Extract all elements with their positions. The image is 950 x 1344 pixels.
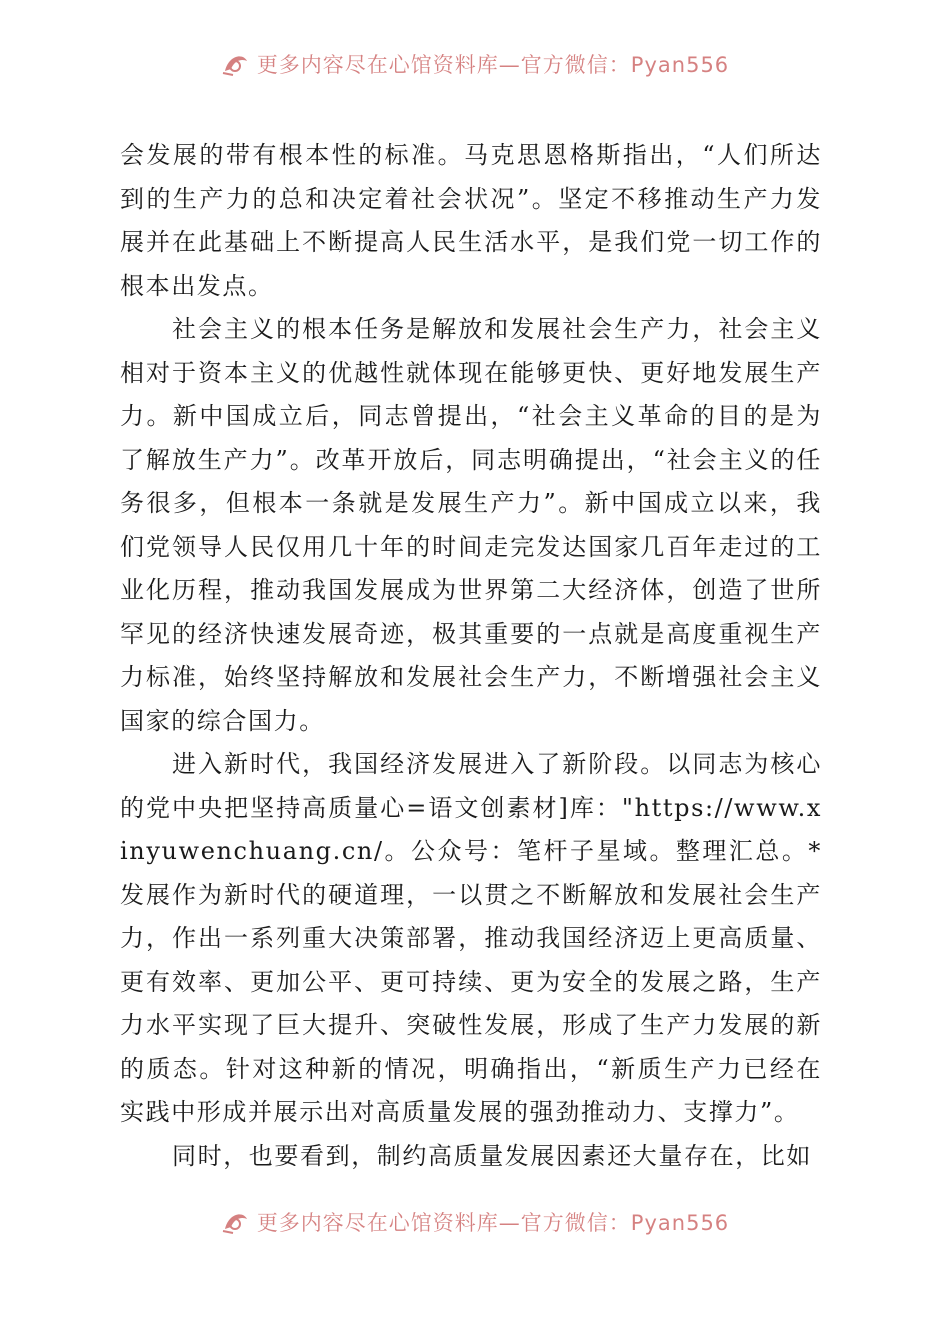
logo-icon [221,51,251,77]
watermark-inner [221,49,729,79]
document-body [120,134,822,1178]
paragraph-1: 会发展的带有根本性的标准。马克思恩格斯指出，“人们所达到的生产力的总和决定着社会状况”。坚定不移推动生产力发展并在此基础上不断提高人民生活水平，是我们党一切工作的根本出发点。 [120,141,822,300]
paragraph-2: 社会主义的根本任务是解放和发展社会生产力，社会主义相对于资本主义的优越性就体现在能够更快、更好地发展生产力。新中国成立后，同志曾提出，“社会主义革命的目的是为了解放生产力”。改革开放后，同志明确提出，“社会主义的任务很多，但根本一条就是发展生产力”。新中国成立以来，我们党领导人民仅用几十年的时间走完发达国家几百年走过的工业化历程，推动我国发展成为世界第二大经济体，创造了世所罕见的经济快速发展奇迹，极其重要的一点就是高度重视生产力标准，始终坚持解放和发展社会生产力，不断增强社会主义国家的综合国力。 [120,315,822,735]
logo-icon [221,1209,251,1235]
paragraph-4: 同时，也要看到，制约高质量发展因素还大量存在，比如 [172,1141,812,1170]
header-watermark [0,44,950,84]
footer-watermark [0,1202,950,1242]
watermark-inner [221,1207,729,1237]
watermark-text: 更多内容尽在心馆资料库—官方微信：Pyan556 [256,53,730,77]
watermark-text: 更多内容尽在心馆资料库—官方微信：Pyan556 [256,1211,730,1235]
paragraph-3: 进入新时代，我国经济发展进入了新阶段。以同志为核心的党中央把坚持高质量心=语文创素材]库："https://www.xinyuwenchuang.cn/。公众号：笔杆子星域。整理汇总。*发展作为新时代的硬道理，一以贯之不断解放和发展社会生产力，作出一系列重大决策部署，推动我国经济迈上更高质量、更有效率、更加公平、更可持续、更为安全的发展之路，生产力水平实现了巨大提升、突破性发展，形成了生产力发展的新的质态。针对这种新的情况，明确指出，“新质生产力已经在实践中形成并展示出对高质量发展的强劲推动力、支撑力”。 [120,750,822,1126]
